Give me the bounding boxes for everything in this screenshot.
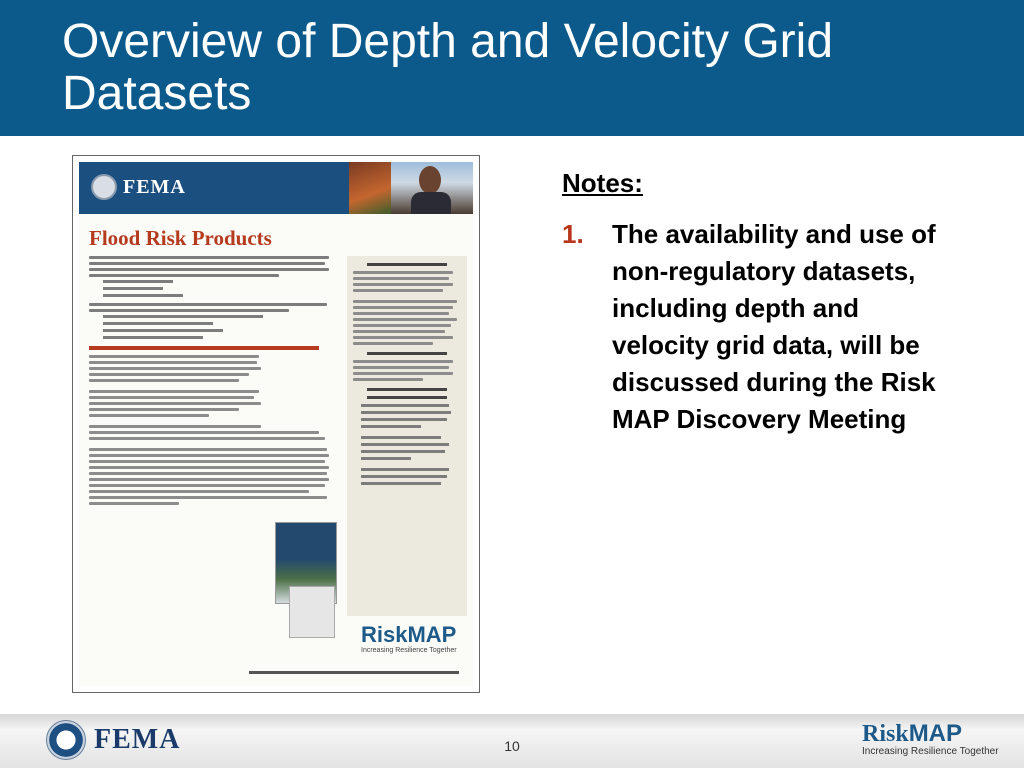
document-page	[79, 162, 473, 686]
footer-fema-logo	[46, 720, 180, 760]
document-fema-text: FEMA	[123, 175, 186, 198]
document-body-text	[89, 256, 333, 508]
dhs-seal-icon	[91, 174, 117, 200]
document-thumbnail	[72, 155, 480, 693]
list-item	[562, 216, 982, 438]
notes-label: Notes:	[562, 168, 643, 198]
slide-title: Overview of Depth and Velocity Grid Datasets	[62, 15, 834, 120]
fema-wordmark: FEMA	[94, 724, 181, 755]
notes-list	[562, 216, 982, 438]
footer-riskmap-logo: RiskMAP Increasing Resilience Together	[862, 720, 999, 757]
report-page-image	[289, 586, 335, 638]
document-footer-text	[249, 671, 459, 674]
title-bar	[0, 0, 1024, 136]
list-item-number: 1.	[562, 219, 584, 249]
document-header-photo	[349, 162, 473, 214]
document-riskmap-logo: RiskMAP Increasing Resilience Together	[361, 622, 457, 654]
list-item-text: The availability and use of non-regulatory datasets, including depth and velocity grid data, will be discussed during the Risk MAP Discovery Meeting	[612, 219, 936, 434]
document-header	[79, 162, 473, 214]
document-sidebar	[347, 256, 467, 616]
document-heading: Flood Risk Products	[89, 226, 272, 250]
dhs-seal-icon	[46, 720, 86, 760]
riskmap-tagline: Increasing Resilience Together	[862, 746, 999, 757]
page-number: 10	[504, 738, 520, 754]
document-subheading	[89, 346, 319, 350]
document-fema-logo	[91, 174, 186, 200]
